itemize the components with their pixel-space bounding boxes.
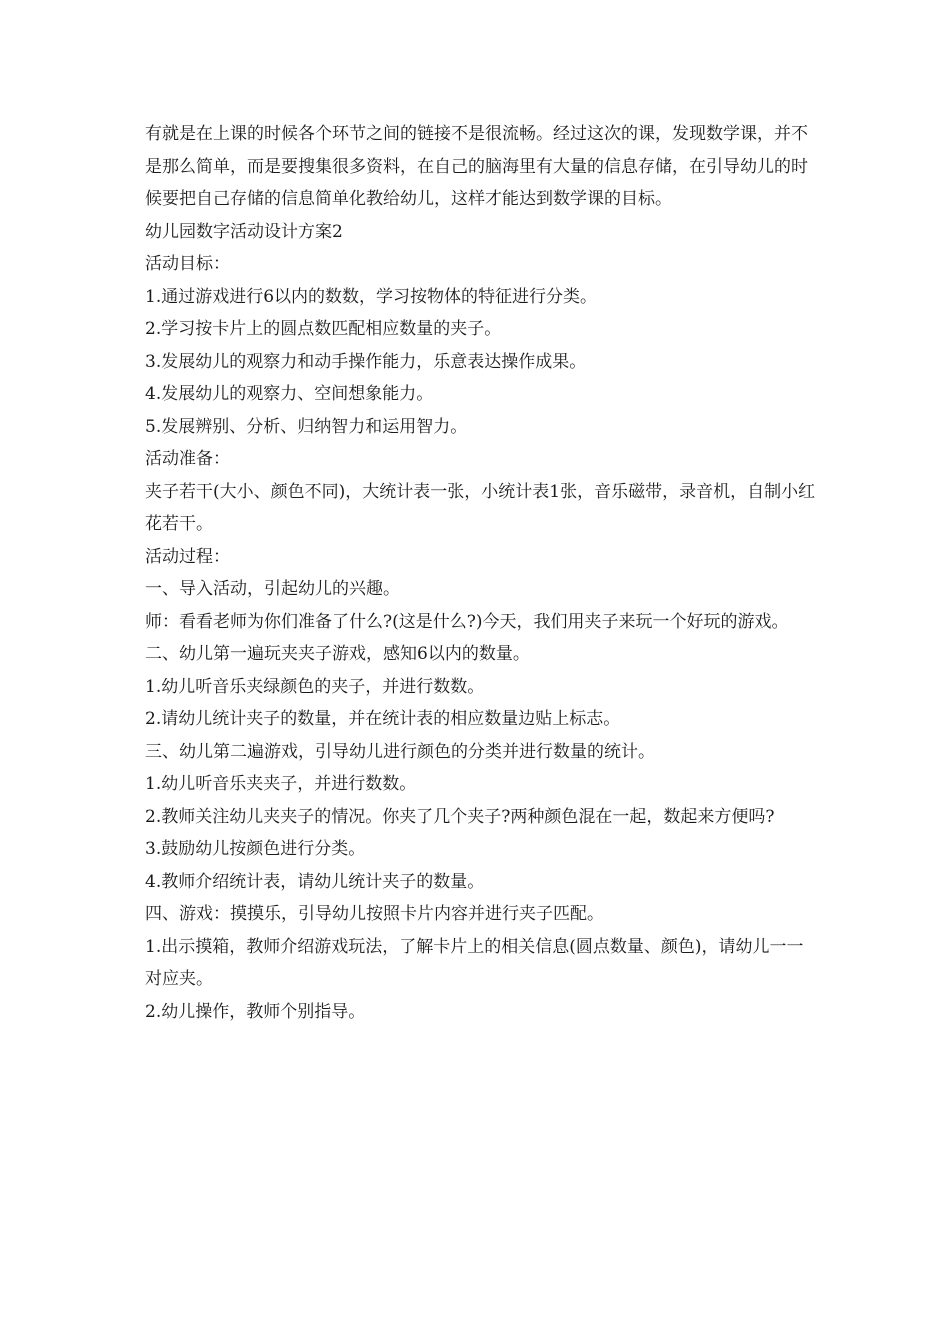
paragraph: 师：看看老师为你们准备了什么?(这是什么?)今天，我们用夹子来玩一个好玩的游戏。 xyxy=(145,611,789,632)
heading-activity-goals: 活动目标： xyxy=(145,254,230,274)
list-item: 2.请幼儿统计夹子的数量，并在统计表的相应数量边贴上标志。 xyxy=(145,709,621,729)
list-item: 1.出示摸箱，教师介绍游戏玩法，了解卡片上的相关信息(圆点数量、颜色)，请幼儿一一对应夹。 xyxy=(145,936,804,989)
paragraph: 有就是在上课的时候各个环节之间的链接不是很流畅。经过这次的课，发现数学课，并不是那么简单，而是要搜集很多资料，在自己的脑海里有大量的信息存储，在引导幼儿的时候要把自己存储的信息简单化教给幼儿，这样才能达到数学课的目标。 xyxy=(145,124,808,209)
paragraph: 夹子若干(大小、颜色不同)，大统计表一张，小统计表1张，音乐磁带，录音机，自制小红花若干。 xyxy=(145,481,816,534)
list-item: 1.通过游戏进行6以内的数数，学习按物体的特征进行分类。 xyxy=(145,286,598,307)
step-heading: 一、导入活动，引起幼儿的兴趣。 xyxy=(145,579,400,599)
list-item: 4.发展幼儿的观察力、空间想象能力。 xyxy=(145,384,434,404)
step-heading: 三、幼儿第二遍游戏，引导幼儿进行颜色的分类并进行数量的统计。 xyxy=(145,741,655,762)
list-item: 1.幼儿听音乐夹夹子，并进行数数。 xyxy=(145,774,417,794)
list-item: 2.幼儿操作，教师个别指导。 xyxy=(145,1001,366,1022)
list-item: 5.发展辨别、分析、归纳智力和运用智力。 xyxy=(145,416,468,437)
document-body xyxy=(145,118,820,1028)
step-heading: 二、幼儿第一遍玩夹夹子游戏，感知6以内的数量。 xyxy=(145,644,530,664)
section-title: 幼儿园数字活动设计方案2 xyxy=(145,221,343,242)
list-item: 1.幼儿听音乐夹绿颜色的夹子，并进行数数。 xyxy=(145,676,485,697)
list-item: 4.教师介绍统计表，请幼儿统计夹子的数量。 xyxy=(145,871,485,892)
heading-activity-preparation: 活动准备： xyxy=(145,449,230,469)
step-heading: 四、游戏：摸摸乐，引导幼儿按照卡片内容并进行夹子匹配。 xyxy=(145,904,604,924)
heading-activity-process: 活动过程： xyxy=(145,546,230,567)
list-item: 2.学习按卡片上的圆点数匹配相应数量的夹子。 xyxy=(145,319,502,339)
list-item: 3.发展幼儿的观察力和动手操作能力，乐意表达操作成果。 xyxy=(145,351,587,372)
list-item: 3.鼓励幼儿按颜色进行分类。 xyxy=(145,839,366,859)
list-item: 2.教师关注幼儿夹夹子的情况。你夹了几个夹子?两种颜色混在一起，数起来方便吗? xyxy=(145,806,775,827)
